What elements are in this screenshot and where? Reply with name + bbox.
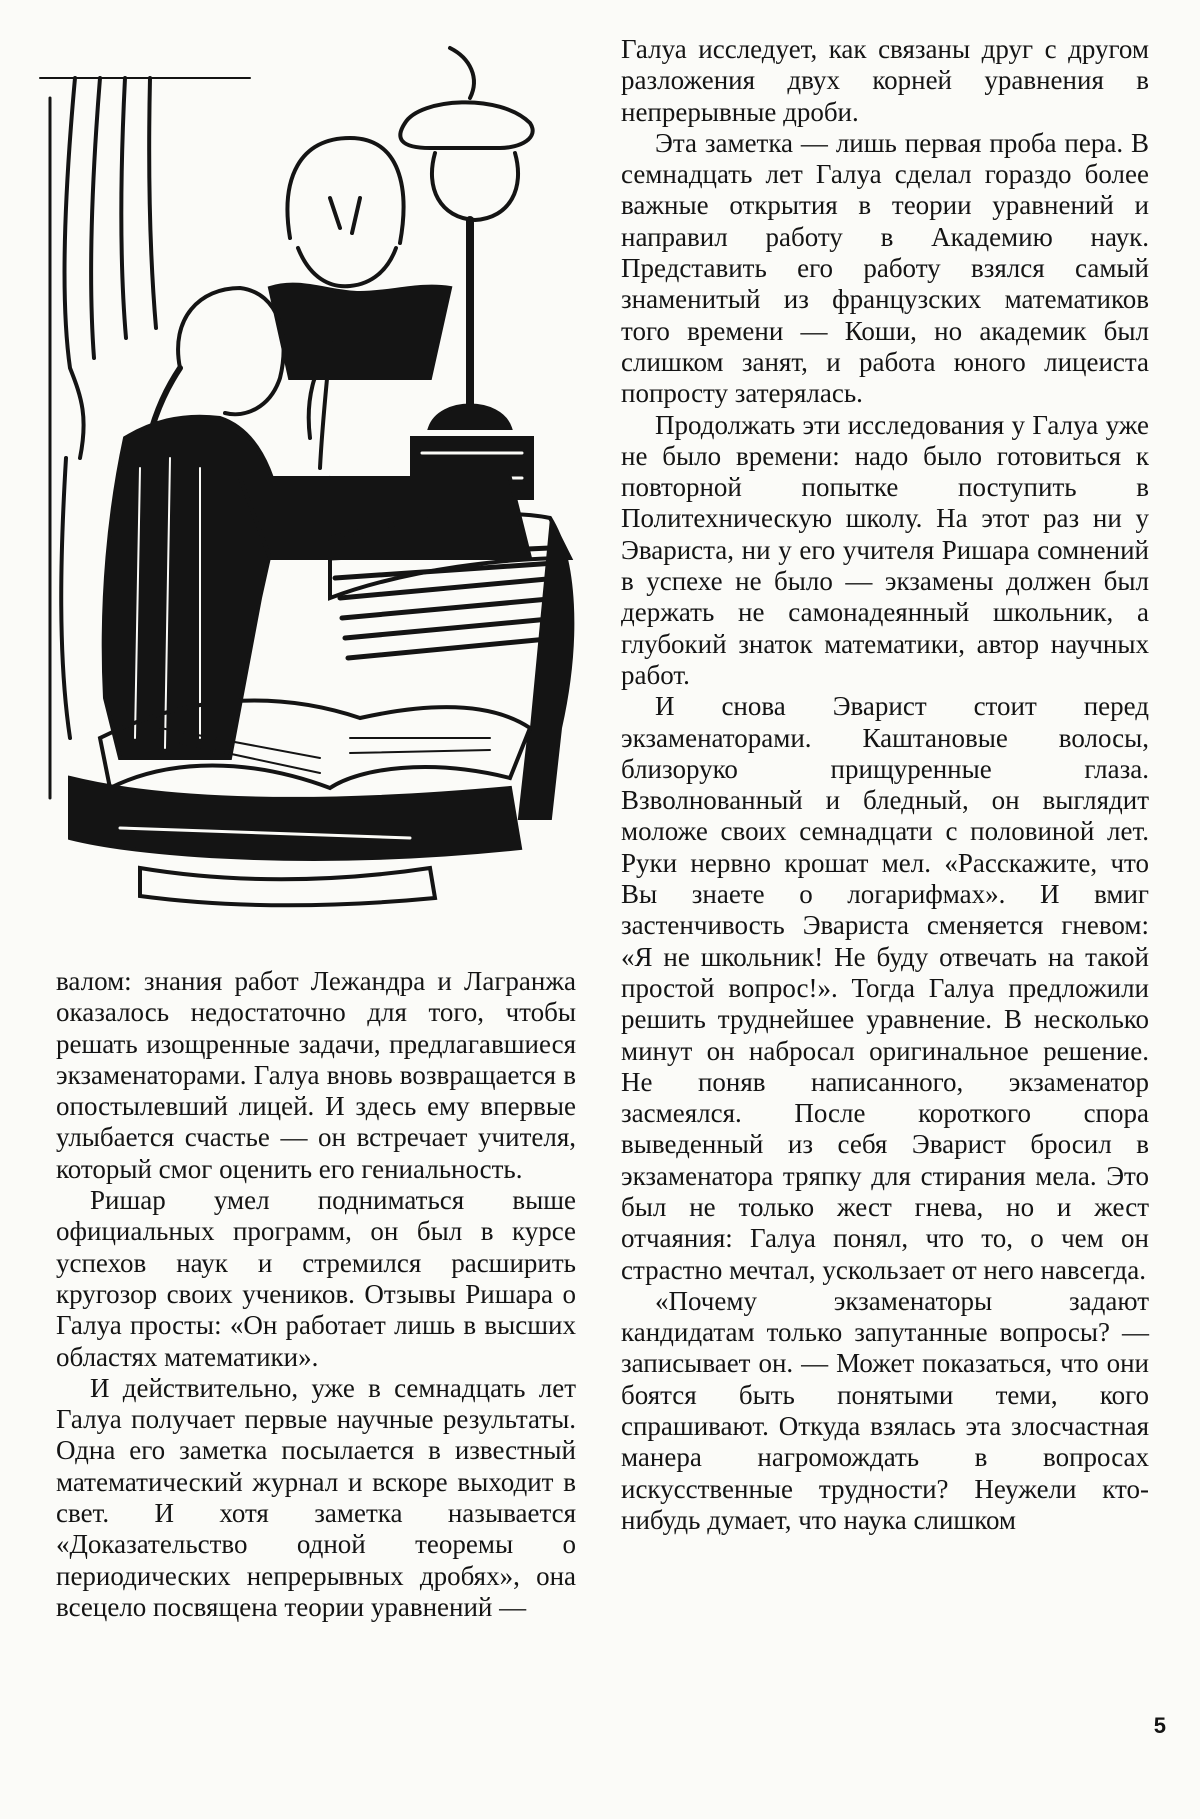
paragraph: Галуа исследует, как связаны друг с другом разложения двух корней уравнения в непрерывные дроби. [621,34,1149,127]
bust-icon [270,138,450,378]
page-number: 5 [1153,1713,1166,1738]
galois-study-illustration-icon [30,38,590,918]
paragraph: Эта заметка — лишь первая проба пера. В семнадцать лет Галуа сделал гораздо более важные открытия в теории уравнений и направил работу в Академию наук. Представить его работу взялся самый знаменитый из французских математиков того времени — Коши, но академик был слишком занят, и работа юного лицеиста попросту затерялась. [621,127,1149,409]
paragraph: валом: знания работ Лежандра и Лагранжа оказалось недостаточно для того, чтобы решать изощренные задачи, предлагавшиеся экзаменаторами. Галуа вновь возвращается в опостылевший лицей. И здесь ему впервые улыбается счастье — он встречает учителя, который смог оценить его гениальность. [56,966,576,1184]
paragraph: Продолжать эти исследования у Галуа уже не было времени: надо было готовиться к повторной попытке поступить в Политехническую школу. На этот раз ни у Эвариста, ни у его учителя Ришара сомнений в успехе не было — экзамены должен был держать не самонадеянный школьник, а глубокий знаток математики, автор научных работ. [621,409,1149,690]
paragraph: Ришар умел подниматься выше официальных программ, он был в курсе успехов наук и стремился расширить кругозор своих учеников. Отзывы Ришара о Галуа просты: «Он работает лишь в высших областях математики». [56,1185,576,1372]
left-column [56,966,576,1623]
paragraph: И действительно, уже в семнадцать лет Галуа получает первые научные результаты. Одна его заметка посылается в известный математический журнал и вскоре выходит в свет. И хотя заметка называется «Доказательство одной теоремы о периодических непрерывных дробях», она всецело посвящена теории уравнений — [56,1372,576,1622]
paragraph: И снова Эварист стоит перед экзаменаторами. Каштановые волосы, близоруко прищуренные глаза. Взволнованный и бледный, он выглядит моложе своих семнадцати с половиной лет. Руки нервно крошат мел. «Расскажите, что Вы знаете о логарифмах». И вмиг застенчивость Эвариста сменяется гневом: «Я не школьник! Не буду отвечать на такой простой вопрос!». Тогда Галуа предложили решить труднейшее уравнение. В несколько минут он набросал оригинальное решение. Не поняв написанного, экзаменатор засмеялся. После короткого спора выведенный из себя Эварист бросил в экзаменатора тряпку для стирания мела. Это был не только жест гнева, но и жест отчаяния: Галуа понял, что то, о чем он страстно мечтал, ускользает от него навсегда. [621,691,1149,1285]
lamp-icon [400,48,532,498]
right-column [621,34,1149,1536]
paragraph: «Почему экзаменаторы задают кандидатам только запутанные вопросы? — записывает он. — Может показаться, что они боятся быть понятыми теми, кого спрашивают. Откуда взялась эта злосчастная манера нагромождать в вопросах искусственные трудности? Неужели кто-нибудь думает, что наука слишком [621,1285,1149,1535]
